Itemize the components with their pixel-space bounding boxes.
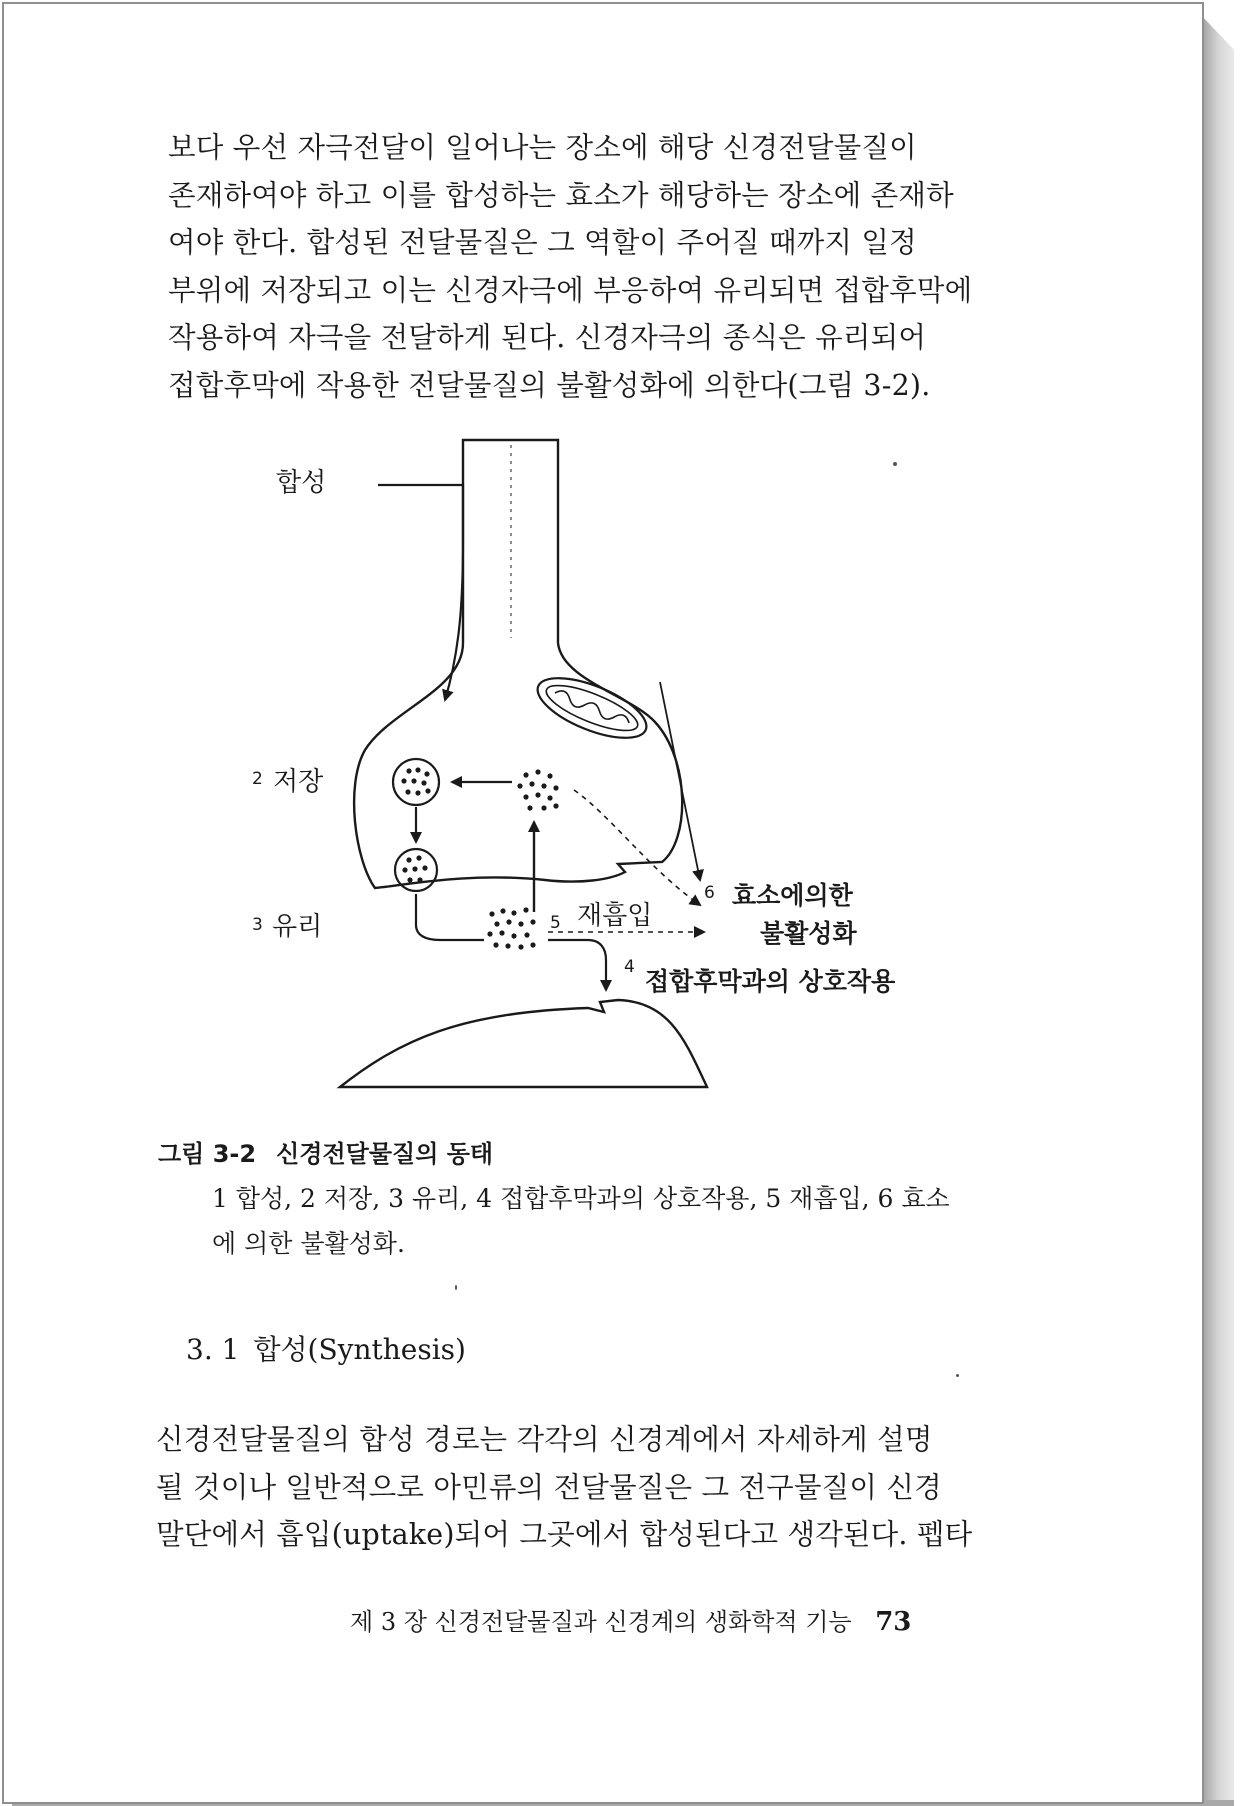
section-number: 3. 1 bbox=[186, 1333, 240, 1366]
caption-line: 에 의한 불활성화. bbox=[212, 1229, 405, 1258]
text-line: 존재하여야 하고 이를 합성하는 효소가 해당하는 장소에 존재하 bbox=[168, 178, 954, 212]
label-reuptake: 재흡입 bbox=[577, 901, 653, 931]
footer-chapter: 제 3 장 bbox=[350, 1608, 427, 1636]
text-line: 말단에서 흡입(uptake)되어 그곳에서 합성된다고 생각된다. 펩타 bbox=[156, 1518, 973, 1551]
page-number: 73 bbox=[875, 1607, 912, 1637]
body-paragraph bbox=[156, 1416, 972, 1559]
label-inactivation-number: 6 bbox=[704, 883, 715, 903]
text-line: 접합후막에 작용한 전달물질의 불활성화에 의한다(그림 3-2). bbox=[168, 368, 931, 402]
text-line: 작용하여 자극을 전달하게 된다. 신경자극의 종식은 유리되어 bbox=[168, 321, 927, 354]
scan-speck bbox=[455, 1285, 457, 1290]
text-line: 부위에 저장되고 이는 신경자극에 부응하여 유리되면 접합후막에 bbox=[168, 273, 973, 307]
caption-line: 1 합성, 2 저장, 3 유리, 4 접합후막과의 상호작용, 5 재흡입, 6 효소 bbox=[212, 1184, 950, 1213]
scan-speck bbox=[893, 462, 897, 466]
figure-title: 신경전달물질의 동태 bbox=[276, 1140, 494, 1168]
page-footer bbox=[350, 1602, 911, 1637]
section-heading bbox=[186, 1328, 466, 1368]
text-line: 여야 한다. 합성된 전달물질은 그 역할이 주어질 때까지 일정 bbox=[168, 226, 917, 259]
label-reuptake-number: 5 bbox=[550, 913, 561, 933]
page-edge-shadow bbox=[1200, 14, 1234, 1802]
text-line: 신경전달물질의 합성 경로는 각각의 신경계에서 자세하게 설명 bbox=[156, 1423, 933, 1456]
footer-chapter-title: 신경전달물질과 신경계의 생화학적 기능 bbox=[434, 1608, 852, 1636]
label-synthesis: 합성 bbox=[276, 468, 327, 498]
label-release-number: 3 bbox=[252, 915, 263, 935]
label-release: 유리 bbox=[272, 912, 323, 942]
figure-caption-text bbox=[212, 1176, 950, 1266]
label-interaction: 접합후막과의 상호작용 bbox=[645, 967, 896, 996]
section-title: 합성(Synthesis) bbox=[253, 1333, 466, 1366]
figure-number: 그림 3-2 bbox=[158, 1140, 257, 1168]
label-storage: 저장 bbox=[273, 767, 324, 797]
text-line: 보다 우선 자극전달이 일어나는 장소에 해당 신경전달물질이 bbox=[168, 131, 917, 164]
label-inactivation-line1: 효소에의한 bbox=[732, 881, 853, 910]
scan-speck bbox=[956, 1374, 959, 1377]
label-inactivation-line2: 불활성화 bbox=[760, 919, 857, 948]
label-interaction-number: 4 bbox=[624, 957, 635, 977]
text-line: 될 것이나 일반적으로 아민류의 전달물질은 그 전구물질이 신경 bbox=[156, 1470, 942, 1504]
label-storage-number: 2 bbox=[252, 769, 263, 789]
intro-paragraph bbox=[168, 124, 972, 409]
figure-caption-title bbox=[158, 1134, 493, 1169]
